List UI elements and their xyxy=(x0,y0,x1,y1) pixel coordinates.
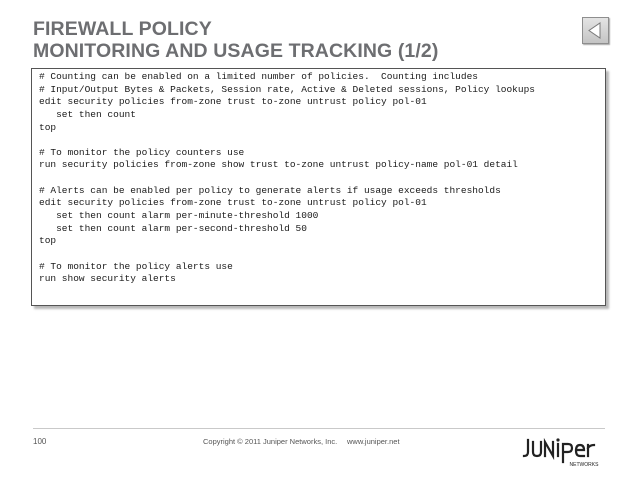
code-line: # To monitor the policy alerts use xyxy=(39,260,233,272)
copyright-text: Copyright © 2011 Juniper Networks, Inc. xyxy=(203,437,338,446)
code-line xyxy=(39,172,535,185)
code-line: # Input/Output Bytes & Packets, Session rate, Active & Deleted sessions, Policy lookups xyxy=(39,83,535,95)
code-line xyxy=(39,248,535,261)
website-link[interactable]: www.juniper.net xyxy=(347,437,400,446)
code-line: set then count alarm per-minute-threshold 1000 xyxy=(39,210,319,222)
code-line: # Alerts can be enabled per policy to generate alerts if usage exceeds thresholds xyxy=(39,184,501,196)
code-line: # Counting can be enabled on a limited number of policies. Counting includes xyxy=(39,71,478,82)
code-line: set then count xyxy=(39,108,136,120)
code-line: top xyxy=(39,235,57,247)
page-number: 100 xyxy=(33,437,47,446)
code-line: run show security alerts xyxy=(39,273,176,285)
logo-tagline: NETWORKS xyxy=(569,462,599,468)
juniper-logo xyxy=(522,436,606,468)
back-button[interactable] xyxy=(582,17,609,44)
slide-title-line-2: MONITORING AND USAGE TRACKING (1/2) xyxy=(33,40,439,62)
code-box xyxy=(31,68,606,306)
slide-title-line-1: FIREWALL POLICY xyxy=(33,18,212,40)
triangle-left-icon xyxy=(583,18,608,43)
code-line: run security policies from-zone show trust to-zone untrust policy-name pol-01 detail xyxy=(39,159,518,171)
code-line: # To monitor the policy counters use xyxy=(39,146,245,158)
juniper-logo-graphic xyxy=(522,436,606,468)
slide-title xyxy=(33,18,438,62)
footer-divider xyxy=(33,428,605,429)
code-block xyxy=(39,71,535,286)
code-line: edit security policies from-zone trust to-zone untrust policy pol-01 xyxy=(39,96,427,108)
code-line: edit security policies from-zone trust to-zone untrust policy pol-01 xyxy=(39,197,427,209)
code-line xyxy=(39,134,535,147)
code-line: set then count alarm per-second-threshold 50 xyxy=(39,222,307,234)
code-line: top xyxy=(39,121,57,133)
